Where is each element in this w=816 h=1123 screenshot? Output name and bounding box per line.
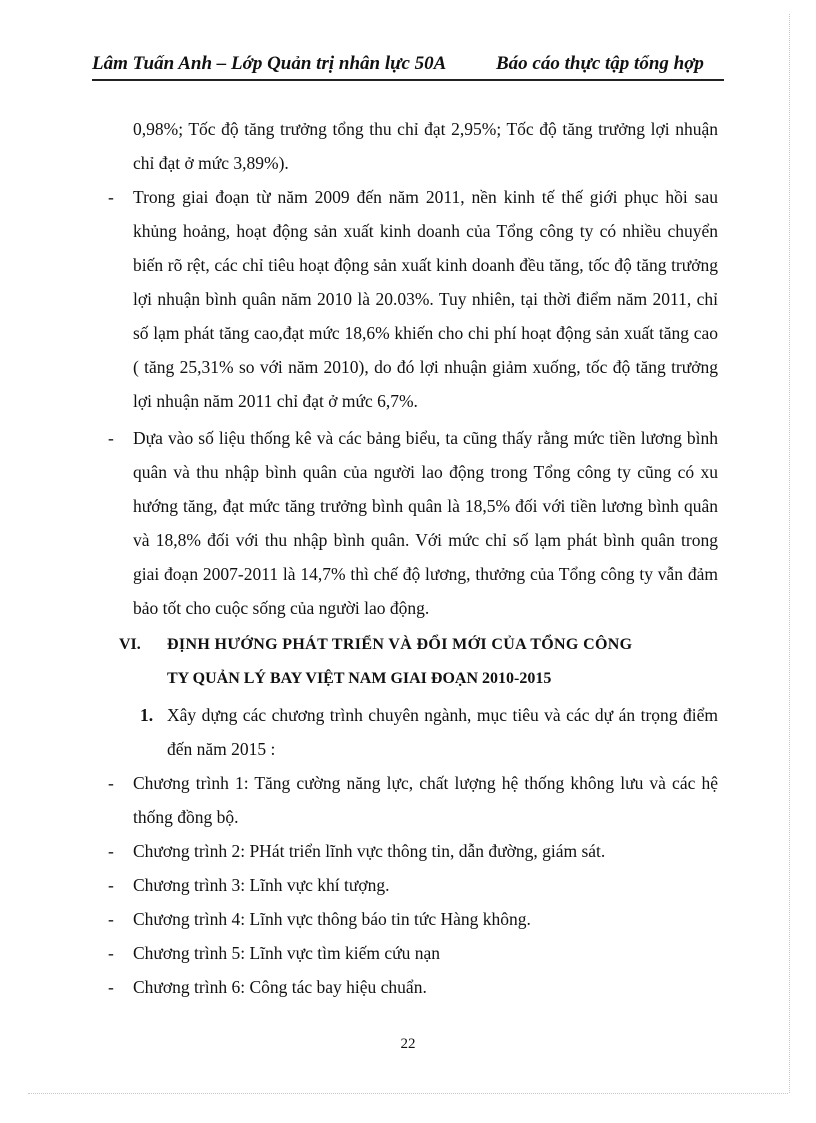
section-title-line1: ĐỊNH HƯỚNG PHÁT TRIỂN VÀ ĐỔI MỚI CỦA TỔNG CÔNG [167,636,633,653]
header-author: Lâm Tuấn Anh – Lớp Quản trị nhân lực 50A [92,53,447,74]
bullet-dash: - [108,773,114,793]
section-numeral: VI. [119,636,141,653]
bullet-dash: - [108,875,114,895]
paragraph-2009-2011: Trong giai đoạn từ năm 2009 đến năm 2011, nền kinh tế thế giới phục hồi sau khủng hoảng, hoạt động sản xuất kinh doanh của Tổng công ty có nhiều chuyển biến rõ rệt, các chỉ tiêu hoạt động sản xuất kinh doanh đều tăng, tốc độ tăng trưởng lợi nhuận bình quân năm 2010 là 20.03%. Tuy nhiên, tại thời điểm năm 2011, chỉ số lạm phát tăng cao,đạt mức 18,6% khiến cho chi phí hoạt động sản xuất tăng cao ( tăng 25,31% so với năm 2010), do đó lợi nhuận giảm xuống, tốc độ tăng trưởng lợi nhuận năm 2011 chỉ đạt ở mức 6,7%. [133,187,718,411]
header-rule [92,79,724,81]
section-title-line2: TY QUẢN LÝ BAY VIỆT NAM GIAI ĐOẠN 2010-2015 [167,670,552,687]
page-number: 22 [400,1036,416,1052]
list-item-program-2: Chương trình 2: PHát triển lĩnh vực thông tin, dẫn đường, giám sát. [133,841,606,861]
bullet-dash: - [108,977,114,997]
subsection-number: 1. [140,705,154,725]
header-report-title: Báo cáo thực tập tổng hợp [496,53,704,74]
list-item-program-4: Chương trình 4: Lĩnh vực thông báo tin tức Hàng không. [133,909,531,929]
list-item-program-3: Chương trình 3: Lĩnh vực khí tượng. [133,875,390,895]
paragraph-continuation: 0,98%; Tốc độ tăng trưởng tổng thu chỉ đạt 2,95%; Tốc độ tăng trưởng lợi nhuận chỉ đạt ở mức 3,89%). [133,119,718,173]
bullet-dash: - [108,841,114,861]
page-border-right [789,14,790,1093]
list-item-program-5: Chương trình 5: Lĩnh vực tìm kiếm cứu nạn [133,943,440,963]
bullet-dash: - [108,428,114,448]
list-item-program-6: Chương trình 6: Công tác bay hiệu chuẩn. [133,977,427,997]
bullet-dash: - [108,909,114,929]
list-item-program-1: Chương trình 1: Tăng cường năng lực, chất lượng hệ thống không lưu và các hệ thống đồng bộ. [133,773,718,827]
page-border-bottom [28,1093,788,1094]
paragraph-salary-income: Dựa vào số liệu thống kê và các bảng biểu, ta cũng thấy rằng mức tiền lương bình quân và thu nhập bình quân của người lao động trong Tổng công ty cũng có xu hướng tăng, đạt mức tăng trưởng bình quân là 18,5% đối với tiền lương bình quân và 18,8% đối với thu nhập bình quân. Với mức chỉ số lạm phát bình quân trong giai đoạn 2007-2011 là 14,7% thì chế độ lương, thưởng của Tổng công ty vẫn đảm bảo tốt cho cuộc sống của người lao động. [133,428,718,618]
bullet-dash: - [108,187,114,207]
subsection-title: Xây dựng các chương trình chuyên ngành, mục tiêu và các dự án trọng điểm đến năm 2015 : [167,705,718,759]
page-header [92,48,724,78]
bullet-dash: - [108,943,114,963]
